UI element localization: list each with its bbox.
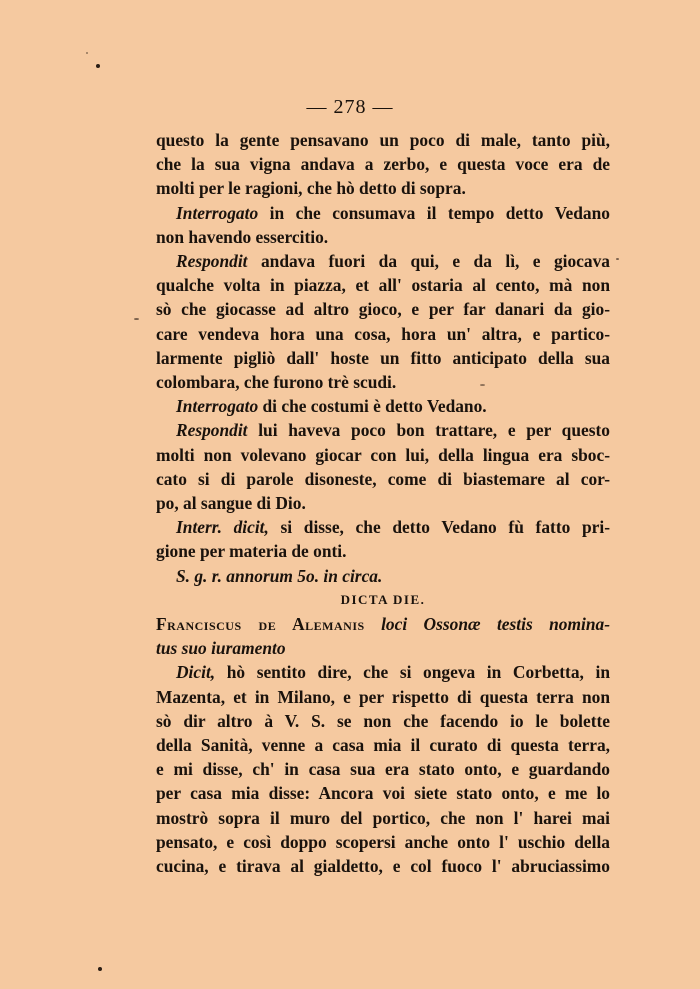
text-line: qualche volta in piazza, et all' ostaria al cento, mà non	[156, 275, 610, 296]
text-line: che la sua vigna andava a zerbo, e questa voce era de	[156, 154, 610, 175]
text-line: gione per materia de onti.	[156, 541, 347, 562]
text-line: e mi disse, ch' in casa sua era stato onto, e guardando	[156, 759, 610, 780]
line-text: di che costumi è detto Vedano.	[262, 396, 487, 417]
speaker-label: Respondit	[176, 251, 248, 272]
text-line: per casa mia disse: Ancora voi siete stato onto, e me lo	[156, 783, 610, 804]
text-line: care vendeva hora una cosa, hora un' altra, e partico-	[156, 323, 610, 344]
text-line: sò che giocasse ad altro gioco, e per far danari da gio-	[156, 299, 610, 320]
text-line: pensato, e così doppo scopersi anche onto l' uschio della	[156, 831, 610, 852]
line-text: andava fuori da qui, e da lì, e giocava	[260, 251, 610, 272]
text-line: questo la gente pensavano un poco di male, tanto più,	[156, 130, 610, 150]
line-text: si disse, che detto Vedano fù fatto pri-	[280, 517, 610, 538]
text-line: cucina, e tirava al gialdetto, e col fuoco l' abruciassimo	[156, 856, 610, 877]
text-line	[156, 660, 610, 684]
text-line: molti non volevano giocar con lui, della lingua era sboc-	[156, 444, 610, 465]
text-line: molti per le ragioni, che hò detto di sopra.	[156, 178, 466, 199]
text-line: mostrò sopra il muro del portico, che non l' harei mai	[156, 807, 610, 828]
line-text: in che consumava il tempo detto Vedano	[269, 202, 610, 223]
speaker-label: Interr. dicit,	[176, 517, 269, 538]
line-text: hò sentito dire, che si ongeva in Corbetta, in	[226, 662, 610, 683]
text-line	[156, 249, 610, 273]
paper-speck	[480, 384, 485, 386]
text-line	[156, 394, 610, 418]
paper-speck	[134, 318, 139, 320]
paper-speck	[86, 52, 88, 54]
speaker-label: Interrogato	[176, 396, 259, 417]
paper-speck	[96, 64, 100, 68]
speaker-label: Interrogato	[176, 202, 259, 223]
text-line	[156, 418, 610, 442]
text-line: po, al sangue di Dio.	[156, 493, 306, 514]
witness-name: Franciscus de Alemanis	[156, 614, 365, 635]
page-number: — 278 —	[306, 96, 394, 118]
line-text: lui haveva poco bon trattare, e per questo	[258, 420, 610, 441]
paper-speck	[616, 258, 619, 260]
speaker-label: Dicit,	[176, 662, 216, 683]
text-line: Mazenta, et in Milano, e per rispetto di questa terra non	[156, 686, 610, 707]
paper-speck	[98, 967, 102, 971]
text-line: tus suo iuramento	[156, 638, 286, 659]
section-heading: DICTA DIE.	[340, 591, 426, 607]
text-line	[156, 612, 610, 636]
text-line	[156, 201, 610, 225]
speaker-label: Respondit	[176, 420, 248, 441]
text-line: cato si di parole disoneste, come di biastemare al cor-	[156, 468, 610, 489]
text-line: della Sanità, venne a casa mia il curato di questa terra,	[156, 735, 610, 756]
text-line: sò dir altro à V. S. se non che facendo io le bolette	[156, 710, 610, 731]
text-line	[156, 515, 610, 539]
text-line: non havendo essercitio.	[156, 226, 329, 247]
line-text: loci Ossonæ testis nomina-	[381, 614, 610, 635]
text-line: larmente pigliò dall' hoste un fitto anticipato della sua	[156, 347, 610, 368]
text-line: colombara, che furono trè scudi.	[156, 372, 397, 393]
text-line: S. g. r. annorum 5o. in circa.	[176, 565, 383, 586]
text-block	[156, 128, 610, 878]
